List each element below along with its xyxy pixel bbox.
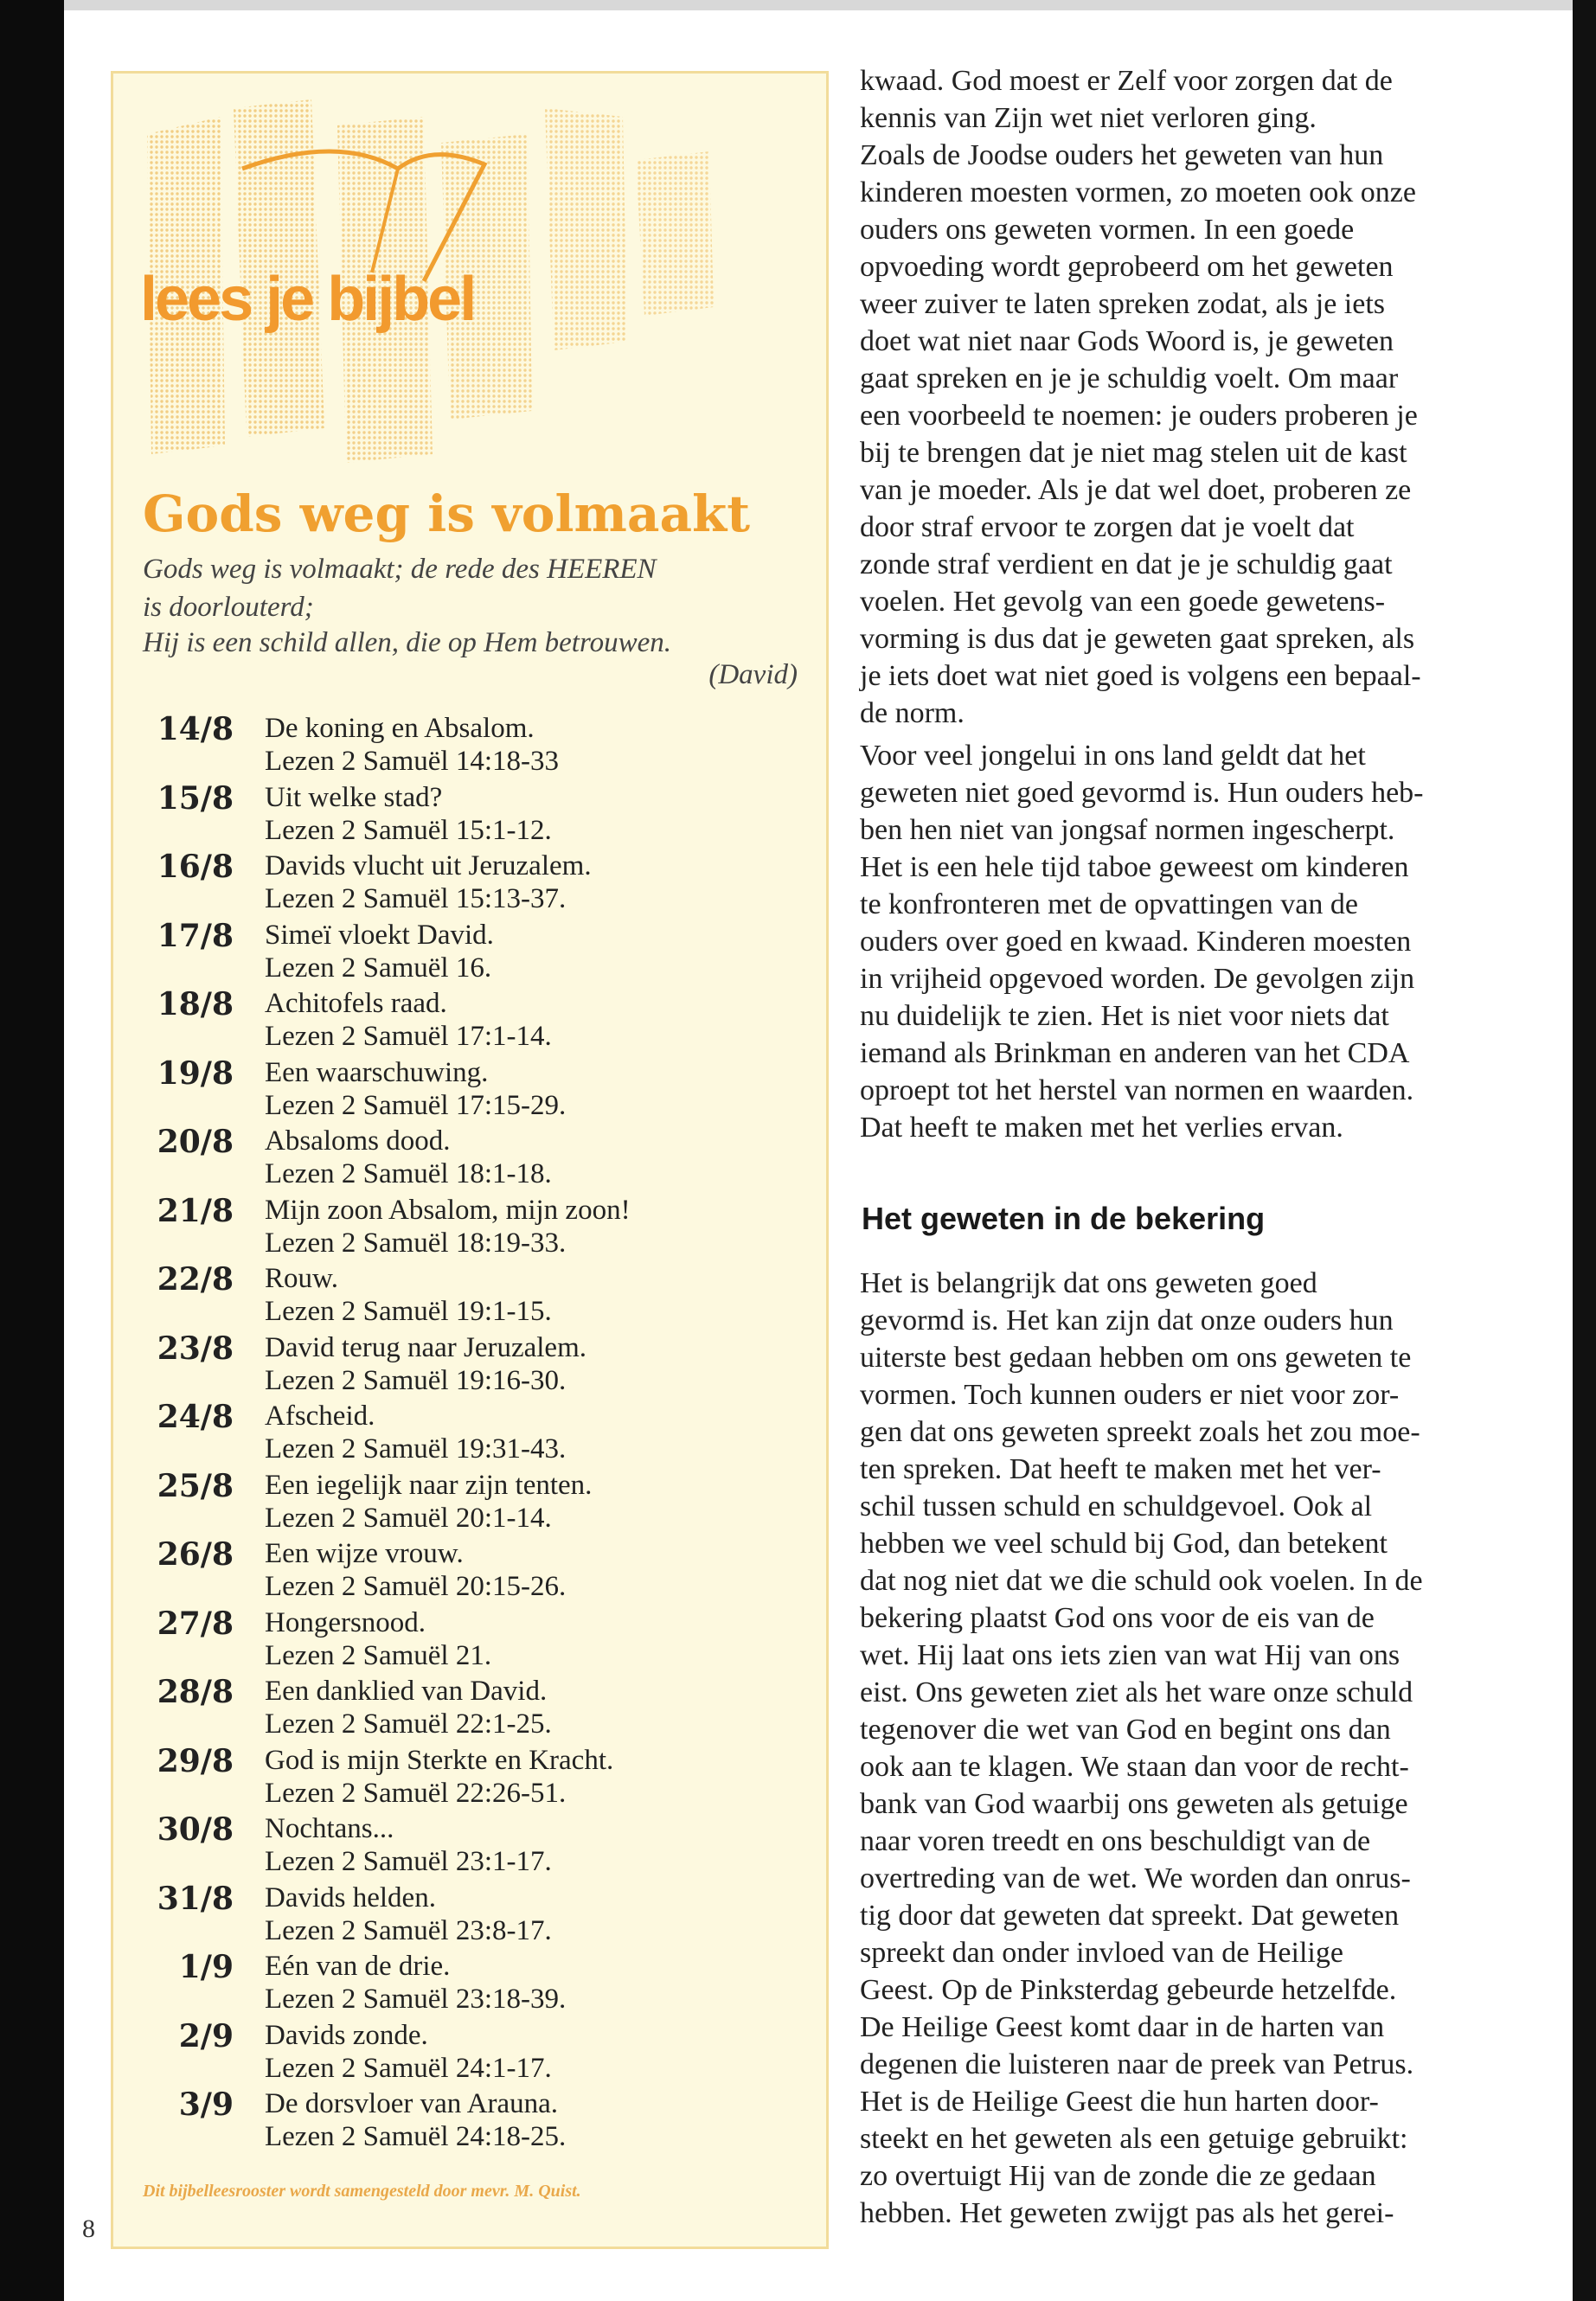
reading-reference: Lezen 2 Samuël 15:13-37. xyxy=(265,883,567,914)
page-number: 8 xyxy=(82,2214,95,2243)
text-line: degenen die luisteren naar de preek van Petrus. xyxy=(860,2048,1414,2080)
reading-reference: Lezen 2 Samuël 24:1-17. xyxy=(265,2052,552,2084)
text-line: wet. Hij laat ons iets zien van wat Hij van ons xyxy=(860,1639,1401,1671)
text-line: Geest. Op de Pinksterdag gebeurde hetzelfde. xyxy=(860,1974,1397,2006)
reading-date: 14/8 xyxy=(157,711,234,747)
reading-date: 20/8 xyxy=(157,1124,234,1160)
reading-date: 27/8 xyxy=(157,1605,234,1642)
reading-date: 25/8 xyxy=(157,1467,234,1504)
reading-date: 31/8 xyxy=(157,1880,234,1917)
reading-reference: Lezen 2 Samuël 20:1-14. xyxy=(265,1502,552,1534)
reading-row xyxy=(138,780,796,849)
text-line: Het is belangrijk dat ons geweten goed xyxy=(860,1267,1317,1299)
reading-row xyxy=(138,1055,796,1125)
quote-line: is doorlouterd; xyxy=(143,592,314,623)
reading-reference: Lezen 2 Samuël 18:19-33. xyxy=(265,1227,567,1259)
reading-row xyxy=(138,1811,796,1881)
reading-reference: Lezen 2 Samuël 22:1-25. xyxy=(265,1708,552,1740)
reading-title: Eén van de drie. xyxy=(265,1951,451,1982)
reading-row xyxy=(138,1399,796,1468)
reading-title: Een danklied van David. xyxy=(265,1676,548,1707)
reading-title: Een wijze vrouw. xyxy=(265,1538,464,1569)
reading-reference: Lezen 2 Samuël 19:1-15. xyxy=(265,1296,552,1327)
reading-reference: Lezen 2 Samuël 21. xyxy=(265,1639,492,1671)
text-line: bij te brengen dat je niet mag stelen uit de kast xyxy=(860,437,1407,469)
text-line: oproept tot het herstel van normen en waarden. xyxy=(860,1074,1414,1106)
reading-date: 21/8 xyxy=(157,1192,234,1229)
reading-reference: Lezen 2 Samuël 20:15-26. xyxy=(265,1571,567,1602)
reading-date: 18/8 xyxy=(157,986,234,1022)
reading-date: 3/9 xyxy=(178,2086,234,2123)
reading-title: David terug naar Jeruzalem. xyxy=(265,1331,586,1363)
schedule-credit: Dit bijbelleesrooster wordt samengesteld door mevr. M. Quist. xyxy=(143,2182,581,2201)
letter-shape-5 xyxy=(545,108,627,350)
text-line: weer zuiver te laten spreken zodat, als je iets xyxy=(860,288,1386,320)
reading-row xyxy=(138,2018,796,2087)
reading-reference: Lezen 2 Samuël 17:1-14. xyxy=(265,1021,552,1052)
letter-shape-6 xyxy=(636,151,714,316)
article-paragraph-3 xyxy=(860,1265,1522,2232)
reading-date: 26/8 xyxy=(157,1536,234,1573)
text-line: Het is de Heilige Geest die hun harten door- xyxy=(860,2086,1379,2118)
text-line: naar voren treedt en ons beschuldigt van de xyxy=(860,1825,1371,1857)
reading-title: Mijn zoon Absalom, mijn zoon! xyxy=(265,1194,631,1226)
text-line: nu duidelijk te zien. Het is niet voor niets dat xyxy=(860,1000,1389,1032)
reading-date: 28/8 xyxy=(157,1674,234,1710)
text-line: door straf ervoor te zorgen dat je voelt dat xyxy=(860,511,1355,543)
text-line: kennis van Zijn wet niet verloren ging. xyxy=(860,102,1317,134)
reading-row xyxy=(138,1536,796,1606)
text-line: bekering plaatst God ons voor de eis van de xyxy=(860,1602,1375,1634)
text-line: te konfronteren met de opvattingen van de xyxy=(860,888,1358,920)
reading-date: 1/9 xyxy=(178,1949,234,1985)
text-line: Zoals de Joodse ouders het geweten van hun xyxy=(860,139,1384,171)
text-line: Voor veel jongelui in ons land geldt dat het xyxy=(860,740,1366,772)
reading-row xyxy=(138,2086,796,2156)
reading-title: Nochtans... xyxy=(265,1813,394,1844)
quote-line: Gods weg is volmaakt; de rede des HEEREN xyxy=(143,554,657,585)
reading-title: Absaloms dood. xyxy=(265,1125,451,1157)
text-line: ben hen niet van jongsaf normen ingescherpt. xyxy=(860,814,1395,846)
reading-date: 23/8 xyxy=(157,1330,234,1367)
reading-row xyxy=(138,849,796,918)
text-line: hebben we veel schuld bij God, dan betekent xyxy=(860,1528,1388,1560)
text-line: zo overtuigt Hij van de zonde die ze gedaan xyxy=(860,2160,1376,2192)
reading-date: 17/8 xyxy=(157,917,234,954)
reading-reference: Lezen 2 Samuël 24:18-25. xyxy=(265,2121,567,2152)
reading-title: God is mijn Sterkte en Kracht. xyxy=(265,1744,614,1776)
reading-reference: Lezen 2 Samuël 19:31-43. xyxy=(265,1433,567,1465)
reading-title: Davids vlucht uit Jeruzalem. xyxy=(265,850,592,881)
reading-title: Simeï vloekt David. xyxy=(265,919,494,951)
text-line: doet wat niet naar Gods Woord is, je geweten xyxy=(860,325,1394,357)
text-line: Het is een hele tijd taboe geweest om kinderen xyxy=(860,851,1409,883)
text-line: ten spreken. Dat heeft te maken met het ver- xyxy=(860,1453,1381,1485)
text-line: ouders over goed en kwaad. Kinderen moesten xyxy=(860,926,1412,958)
reading-title: Afscheid. xyxy=(265,1400,375,1432)
text-line: Dat heeft te maken met het verlies ervan. xyxy=(860,1112,1343,1144)
reading-row xyxy=(138,986,796,1055)
article-paragraph-1 xyxy=(860,62,1522,732)
right-scan-border xyxy=(1573,0,1596,2301)
text-line: gaat spreken en je je schuldig voelt. Om maar xyxy=(860,362,1399,394)
text-line: je iets doet wat niet goed is volgens een bepaal- xyxy=(860,660,1421,692)
text-line: uiterste best gedaan hebben om ons geweten te xyxy=(860,1342,1412,1374)
text-line: kinderen moesten vormen, zo moeten ook onze xyxy=(860,176,1416,208)
reading-reference: Lezen 2 Samuël 14:18-33 xyxy=(265,746,559,777)
reading-row xyxy=(138,1193,796,1262)
text-line: van je moeder. Als je dat wel doet, proberen ze xyxy=(860,474,1412,506)
text-line: ook aan te klagen. We staan dan voor de recht- xyxy=(860,1751,1409,1783)
text-line: dat nog niet dat we die schuld ook voelen. In de xyxy=(860,1565,1423,1597)
text-line: De Heilige Geest komt daar in de harten van xyxy=(860,2011,1385,2043)
logo-text: lees je bijbel xyxy=(140,265,475,334)
text-line: vorming is dus dat je geweten gaat spreken, als xyxy=(860,623,1415,655)
reading-title: Achitofels raad. xyxy=(265,988,447,1019)
reading-reference: Lezen 2 Samuël 18:1-18. xyxy=(265,1158,552,1189)
text-line: tig door dat geweten dat spreekt. Dat geweten xyxy=(860,1900,1400,1932)
reading-date: 19/8 xyxy=(157,1054,234,1092)
reading-date: 24/8 xyxy=(157,1399,234,1435)
reading-reference: Lezen 2 Samuël 23:1-17. xyxy=(265,1846,552,1877)
text-line: vormen. Toch kunnen ouders er niet voor zor- xyxy=(860,1379,1400,1411)
text-line: schil tussen schuld en schuldgevoel. Ook al xyxy=(860,1490,1373,1522)
text-line: iemand als Brinkman en anderen van het CDA xyxy=(860,1037,1410,1069)
reading-date: 30/8 xyxy=(157,1811,234,1848)
reading-reference: Lezen 2 Samuël 19:16-30. xyxy=(265,1364,567,1396)
text-line: een voorbeeld te noemen: je ouders proberen je xyxy=(860,400,1418,432)
quote-line: Hij is een schild allen, die op Hem betrouwen. xyxy=(143,627,671,658)
text-line: ouders ons geweten vormen. In een goede xyxy=(860,214,1355,246)
text-line: bank van God waarbij ons geweten als getuige xyxy=(860,1788,1408,1820)
text-line: geweten niet goed gevormd is. Hun ouders heb- xyxy=(860,777,1424,809)
reading-row xyxy=(138,1606,796,1675)
reading-title: Rouw. xyxy=(265,1263,338,1294)
reading-row xyxy=(138,918,796,987)
text-line: hebben. Het geweten zwijgt pas als het gerei- xyxy=(860,2197,1394,2229)
text-line: in vrijheid opgevoed worden. De gevolgen zijn xyxy=(860,963,1415,995)
reading-row xyxy=(138,1743,796,1812)
quote-author: (David) xyxy=(708,659,798,690)
reading-title: Een waarschuwing. xyxy=(265,1056,489,1088)
left-scan-border xyxy=(0,0,64,2301)
reading-date: 29/8 xyxy=(157,1742,234,1779)
reading-date: 16/8 xyxy=(157,849,234,885)
top-scan-strip xyxy=(64,0,1573,10)
text-line: eist. Ons geweten ziet als het ware onze schuld xyxy=(860,1676,1413,1708)
text-line: gevormd is. Het kan zijn dat onze ouders hun xyxy=(860,1304,1394,1336)
text-line: de norm. xyxy=(860,697,965,729)
reading-row xyxy=(138,1330,796,1400)
reading-date: 2/9 xyxy=(178,2017,234,2054)
reading-title: Hongersnood. xyxy=(265,1606,426,1638)
reading-row xyxy=(138,1124,796,1193)
text-line: voelen. Het gevolg van een goede gewetens- xyxy=(860,586,1386,618)
text-line: opvoeding wordt geprobeerd om het geweten xyxy=(860,251,1394,283)
section-heading: Het geweten in de bekering xyxy=(862,1201,1266,1236)
reading-date: 15/8 xyxy=(157,779,234,817)
reading-reference: Lezen 2 Samuël 22:26-51. xyxy=(265,1777,567,1809)
reading-reference: Lezen 2 Samuël 17:15-29. xyxy=(265,1089,567,1121)
reading-title: De dorsvloer van Arauna. xyxy=(265,2088,559,2119)
reading-title: Uit welke stad? xyxy=(265,781,443,813)
reading-row xyxy=(138,1949,796,2018)
reading-row xyxy=(138,711,796,780)
text-line: kwaad. God moest er Zelf voor zorgen dat de xyxy=(860,65,1393,97)
reading-title: Davids zonde. xyxy=(265,2019,428,2051)
text-line: gen dat ons geweten spreekt zoals het zou moe- xyxy=(860,1416,1420,1448)
article-paragraph-2 xyxy=(860,737,1522,1146)
reading-title: Davids helden. xyxy=(265,1881,436,1913)
schedule-title: Gods weg is volmaakt xyxy=(143,484,751,543)
text-line: overtreding van de wet. We worden dan onrus- xyxy=(860,1862,1411,1894)
text-line: spreekt dan onder invloed van de Heilige xyxy=(860,1937,1343,1969)
text-line: tegenover die wet van God en begint ons dan xyxy=(860,1714,1391,1746)
text-line: zonde straf verdient en dat je je schuldig gaat xyxy=(860,548,1393,580)
reading-reference: Lezen 2 Samuël 23:8-17. xyxy=(265,1914,552,1946)
reading-row xyxy=(138,1468,796,1537)
reading-reference: Lezen 2 Samuël 15:1-12. xyxy=(265,814,552,846)
reading-title: Een iegelijk naar zijn tenten. xyxy=(265,1469,593,1501)
reading-reference: Lezen 2 Samuël 23:18-39. xyxy=(265,1984,567,2015)
reading-row xyxy=(138,1881,796,1950)
reading-reference: Lezen 2 Samuël 16. xyxy=(265,952,492,984)
reading-date: 22/8 xyxy=(157,1261,234,1298)
reading-title: De koning en Absalom. xyxy=(265,713,535,744)
text-line: steekt en het geweten als een getuige gebruikt: xyxy=(860,2123,1408,2155)
reading-row xyxy=(138,1261,796,1330)
reading-row xyxy=(138,1674,796,1743)
